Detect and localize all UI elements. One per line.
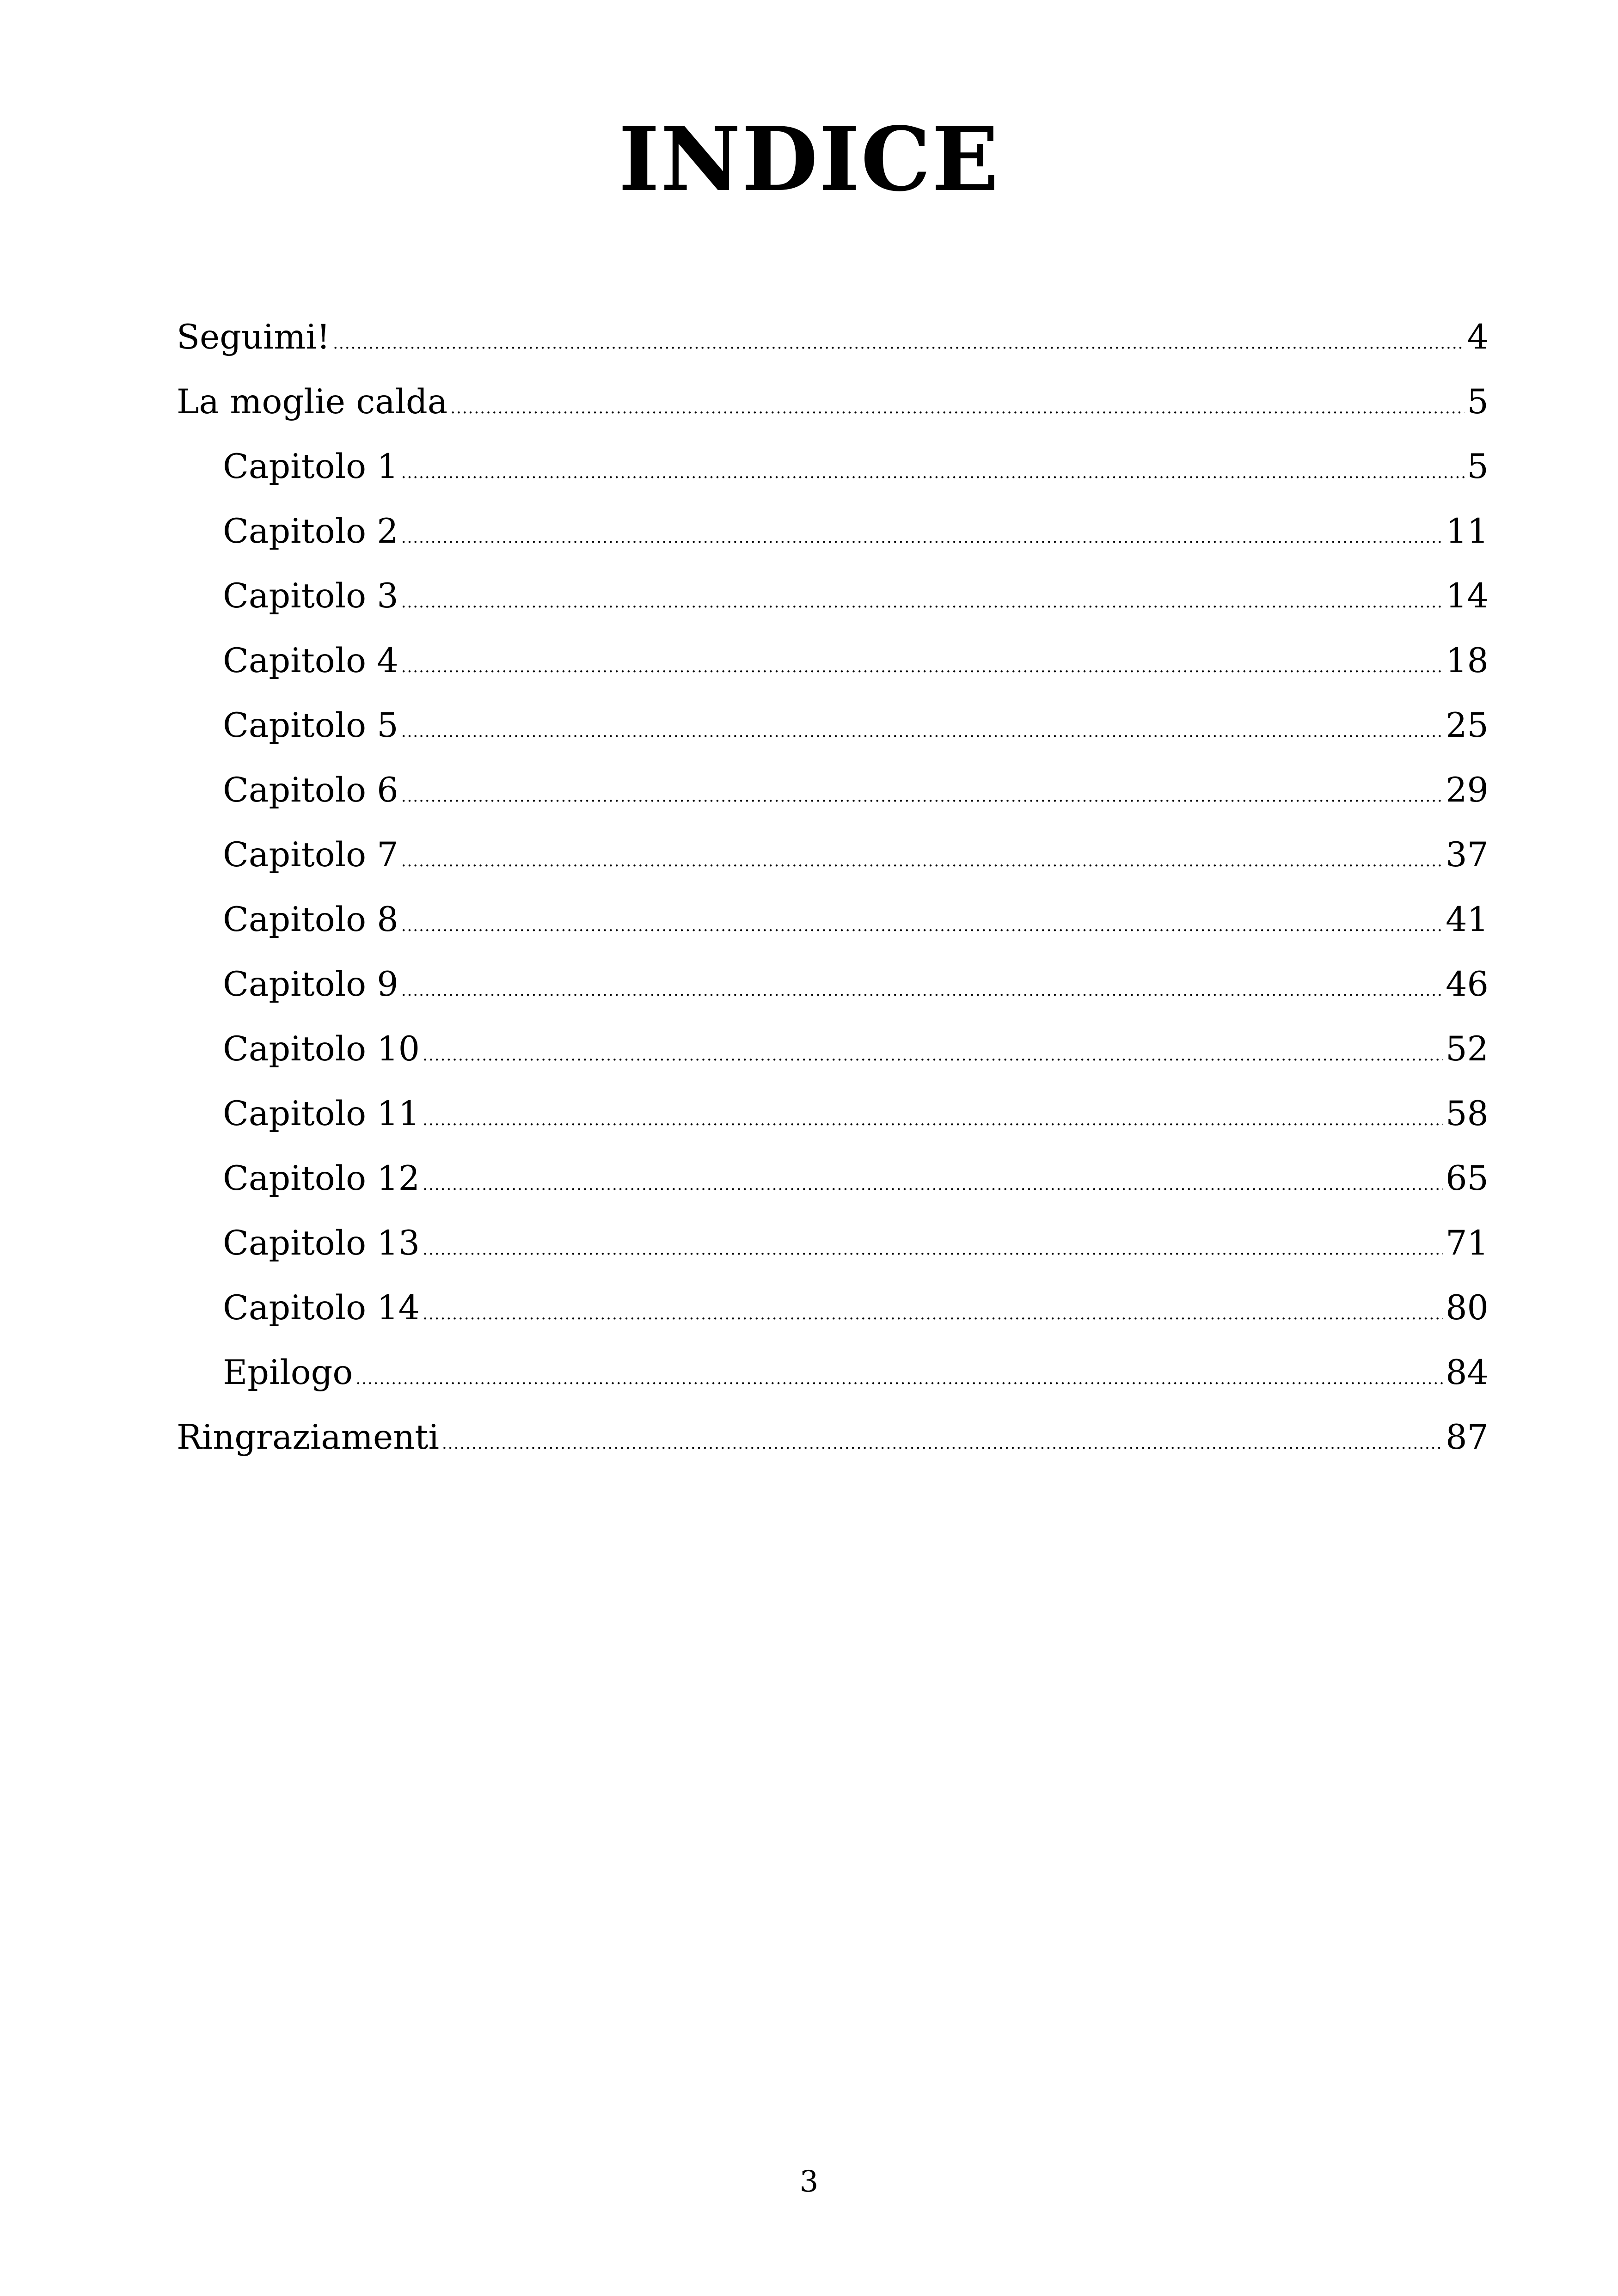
toc-entry[interactable]	[177, 1276, 1489, 1341]
page-title: INDICE	[618, 108, 1000, 211]
toc-entry-page-number: 18	[1446, 641, 1489, 680]
toc-entry-page-number: 37	[1446, 835, 1489, 875]
toc-entry-label: Capitolo 2	[223, 512, 398, 551]
toc-entry-page-number: 52	[1446, 1029, 1489, 1069]
toc-entry-label: Capitolo 3	[223, 576, 398, 616]
dot-leader	[401, 829, 1443, 894]
toc-entry-page-number: 87	[1446, 1418, 1489, 1457]
toc-entry-label: Capitolo 12	[223, 1159, 420, 1198]
toc-entry[interactable]	[177, 305, 1489, 370]
toc-entry-label: Capitolo 14	[223, 1288, 420, 1328]
toc-entry[interactable]	[177, 564, 1489, 629]
toc-entry-page-number: 5	[1467, 382, 1489, 422]
toc-entry[interactable]	[177, 1146, 1489, 1211]
toc-entry[interactable]	[177, 888, 1489, 952]
toc-entry-label: La moglie calda	[177, 382, 448, 422]
toc-entry[interactable]	[177, 1082, 1489, 1146]
toc-entry-label: Ringraziamenti	[177, 1418, 439, 1457]
toc-entry[interactable]	[177, 499, 1489, 564]
toc-entry-label: Capitolo 11	[223, 1094, 420, 1133]
dot-leader	[423, 1023, 1443, 1088]
dot-leader	[401, 441, 1465, 505]
toc-entry-page-number: 29	[1446, 771, 1489, 810]
toc-entry-label: Seguimi!	[177, 318, 331, 357]
toc-entry-label: Capitolo 10	[223, 1029, 420, 1069]
toc-entry-label: Capitolo 13	[223, 1224, 420, 1263]
toc-entry[interactable]	[177, 1017, 1489, 1082]
toc-entry-page-number: 80	[1446, 1288, 1489, 1328]
dot-leader	[423, 1152, 1443, 1217]
toc-entry-page-number: 11	[1446, 512, 1489, 551]
toc-entry-label: Capitolo 8	[223, 900, 398, 939]
toc-entry-page-number: 41	[1446, 900, 1489, 939]
toc-entry[interactable]	[177, 693, 1489, 758]
toc-entry-page-number: 46	[1446, 965, 1489, 1004]
toc-entry-label: Capitolo 9	[223, 965, 398, 1004]
toc-entry-label: Capitolo 1	[223, 447, 398, 486]
toc-entry-label: Capitolo 7	[223, 835, 398, 875]
toc-entry-label: Epilogo	[223, 1353, 353, 1392]
toc-entry-page-number: 4	[1467, 318, 1489, 357]
toc-entry[interactable]	[177, 1211, 1489, 1276]
toc-entry-label: Capitolo 5	[223, 706, 398, 745]
dot-leader	[401, 635, 1443, 699]
toc-entry-page-number: 25	[1446, 706, 1489, 745]
dot-leader	[423, 1088, 1443, 1152]
dot-leader	[401, 958, 1443, 1023]
dot-leader	[401, 570, 1443, 635]
toc-entry[interactable]	[177, 629, 1489, 693]
toc-entry[interactable]	[177, 370, 1489, 435]
dot-leader	[401, 894, 1443, 958]
toc-entry-label: Capitolo 4	[223, 641, 398, 680]
dot-leader	[401, 764, 1443, 829]
table-of-contents	[177, 305, 1489, 1470]
toc-entry[interactable]	[177, 758, 1489, 823]
toc-entry[interactable]	[177, 435, 1489, 499]
dot-leader	[401, 505, 1443, 570]
toc-entry-label: Capitolo 6	[223, 771, 398, 810]
dot-leader	[401, 699, 1443, 764]
toc-entry-page-number: 5	[1467, 447, 1489, 486]
dot-leader	[333, 311, 1464, 376]
toc-entry[interactable]	[177, 823, 1489, 888]
dot-leader	[450, 376, 1464, 441]
toc-entry[interactable]	[177, 952, 1489, 1017]
toc-entry-page-number: 84	[1446, 1353, 1489, 1392]
dot-leader	[442, 1411, 1443, 1476]
toc-entry-page-number: 58	[1446, 1094, 1489, 1133]
page-number: 3	[799, 2165, 819, 2199]
toc-entry[interactable]	[177, 1341, 1489, 1405]
toc-entry-page-number: 71	[1446, 1224, 1489, 1263]
toc-entry[interactable]	[177, 1405, 1489, 1470]
dot-leader	[423, 1282, 1443, 1347]
dot-leader	[355, 1347, 1443, 1411]
toc-entry-page-number: 14	[1446, 576, 1489, 616]
toc-entry-page-number: 65	[1446, 1159, 1489, 1198]
dot-leader	[423, 1217, 1443, 1282]
